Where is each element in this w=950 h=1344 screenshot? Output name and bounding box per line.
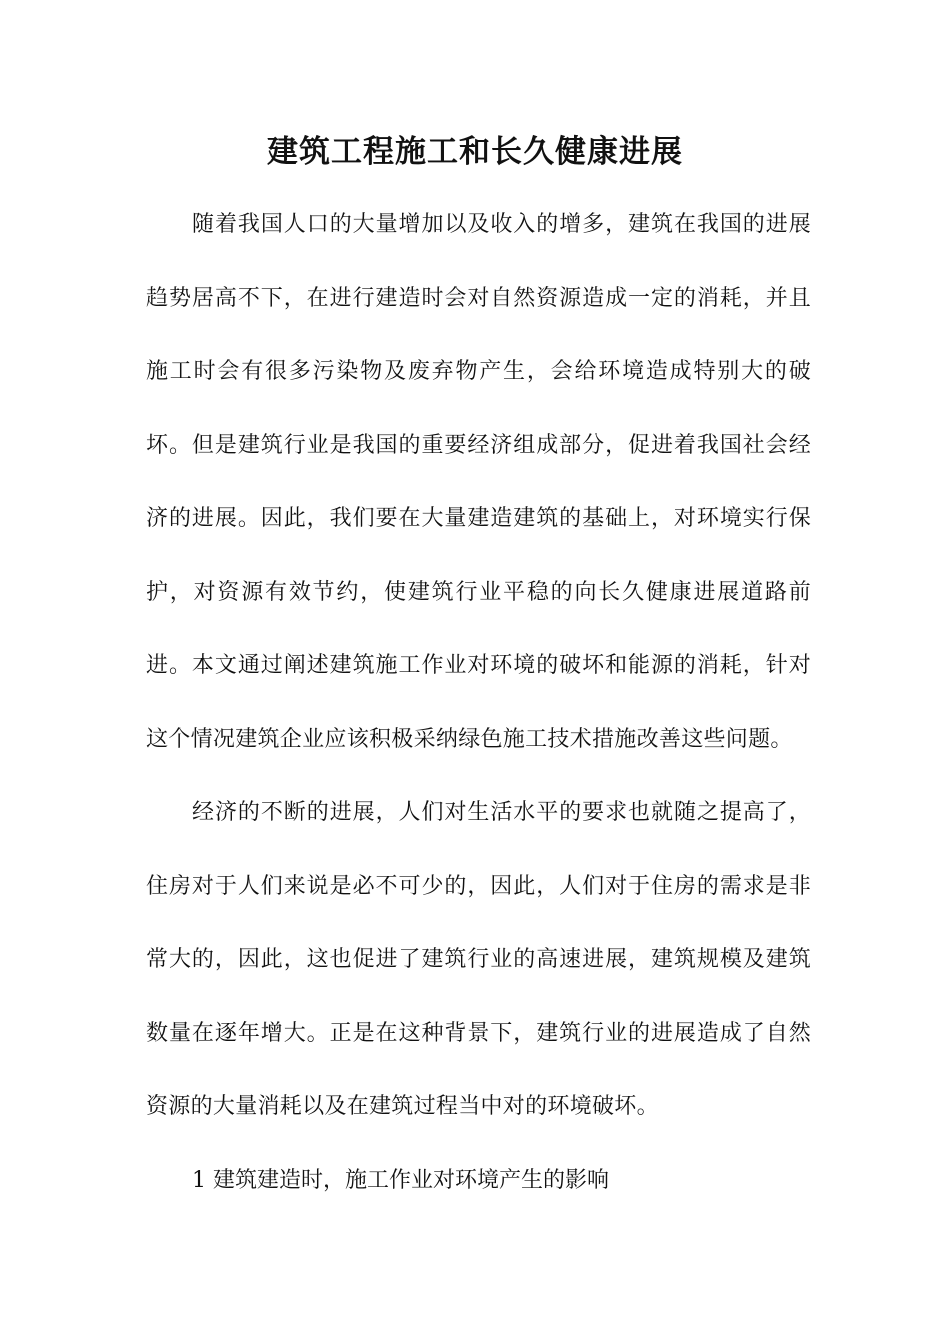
document-title: 建筑工程施工和长久健康进展 [267,134,683,170]
document-body [146,188,811,1217]
paragraph-background: 经济的不断的进展，人们对生活水平的要求也就随之提高了，住房对于人们来说是必不可少的，因此，人们对于住房的需求是非常大的，因此，这也促进了建筑行业的高速进展，建筑规模及建筑数量在逐年增大。正是在这种背景下，建筑行业的进展造成了自然资源的大量消耗以及在建筑过程当中对的环境破坏。 [146,800,811,1119]
section-heading: 1 建筑建造时，施工作业对环境产生的影响 [192,1167,609,1193]
paragraph-intro: 随着我国人口的大量增加以及收入的增多，建筑在我国的进展趋势居高不下，在进行建造时会对自然资源造成一定的消耗，并且施工时会有很多污染物及废弃物产生，会给环境造成特别大的破坏。但是建筑行业是我国的重要经济组成部分，促进着我国社会经济的进展。因此，我们要在大量建造建筑的基础上，对环境实行保护，对资源有效节约，使建筑行业平稳的向长久健康进展道路前进。本文通过阐述建筑施工作业对环境的破坏和能源的消耗，针对这个情况建筑企业应该积极采纳绿色施工技术措施改善这些问题。 [146,212,811,752]
